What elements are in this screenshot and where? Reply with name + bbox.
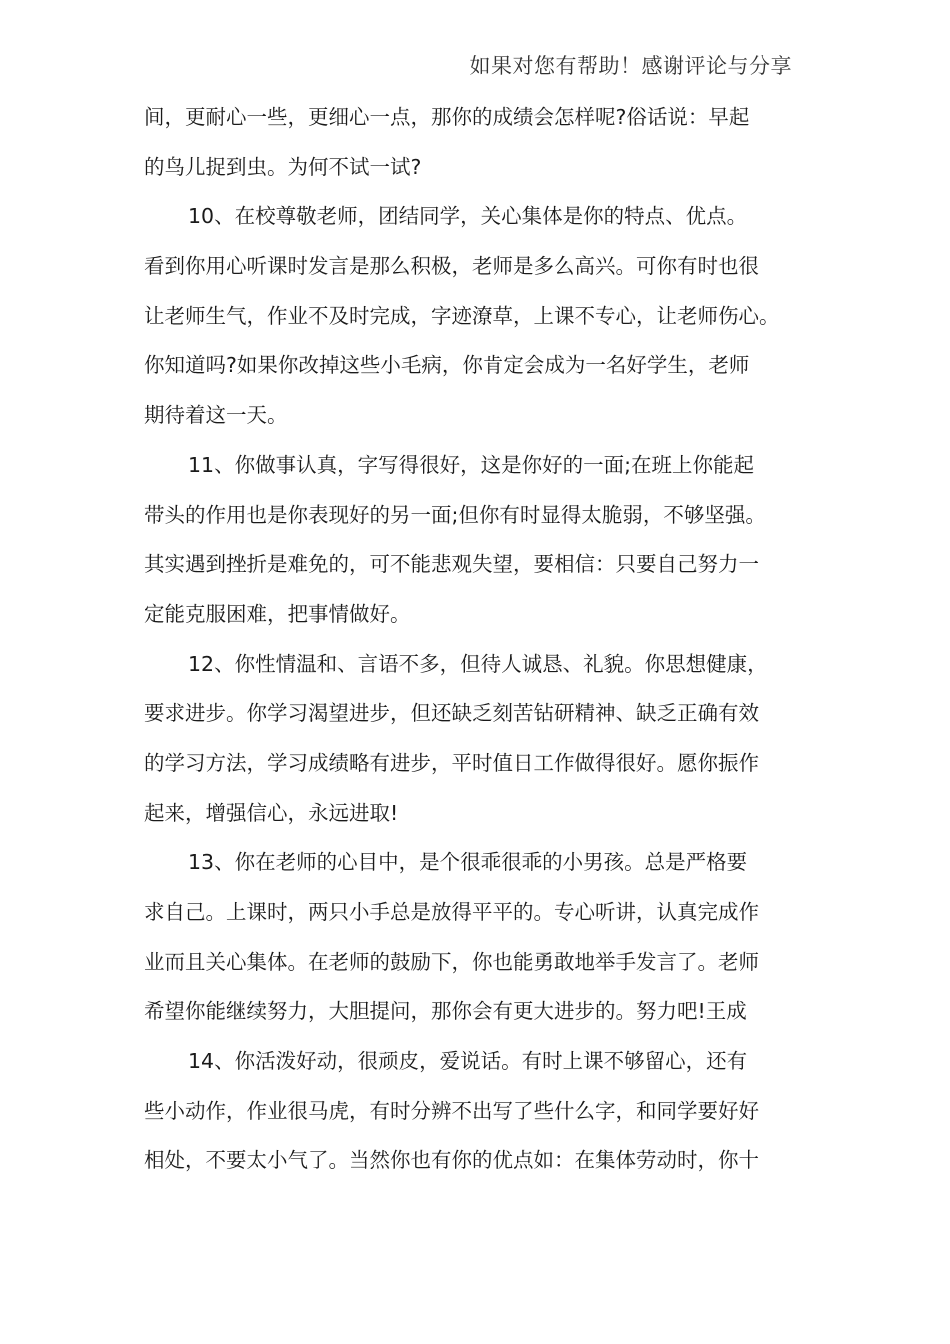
- text-line: 你知道吗?如果你改掉这些小毛病，你肯定会成为一名好学生，老师: [144, 353, 750, 378]
- paragraph-start-14: 14、你活泼好动，很顽皮，爱说话。有时上课不够留心，还有: [188, 1049, 748, 1074]
- text-line: 起来，增强信心，永远进取!: [144, 800, 399, 825]
- paragraph-start-12: 12、你性情温和、言语不多，但待人诚恳、礼貌。你思想健康，: [188, 651, 768, 676]
- header-note: 如果对您有帮助！感谢评论与分享: [469, 54, 792, 78]
- paragraph-start-10: 10、在校尊敬老师，团结同学，关心集体是你的特点、优点。: [188, 204, 748, 229]
- text-line: 其实遇到挫折是难免的，可不能悲观失望，要相信：只要自己努力一: [144, 552, 759, 577]
- text-line: 业而且关心集体。在老师的鼓励下，你也能勇敢地举手发言了。老师: [144, 949, 759, 974]
- text-line: 希望你能继续努力，大胆提问，那你会有更大进步的。努力吧!王成: [144, 999, 747, 1024]
- text-line: 求自己。上课时，两只小手总是放得平平的。专心听讲，认真完成作: [144, 900, 759, 924]
- text-line: 带头的作用也是你表现好的另一面;但你有时显得太脆弱，不够坚强。: [144, 502, 766, 527]
- text-line: 定能克服困难，把事情做好。: [144, 601, 411, 626]
- paragraph-start-11: 11、你做事认真，字写得很好，这是你好的一面;在班上你能起: [188, 452, 754, 477]
- text-line: 间，更耐心一些，更细心一点，那你的成绩会怎样呢?俗话说：早起: [144, 105, 750, 129]
- document-body: [144, 93, 824, 1186]
- text-line: 的学习方法，学习成绩略有进步，平时值日工作做得很好。愿你振作: [144, 750, 759, 775]
- paragraph-start-13: 13、你在老师的心目中，是个很乖很乖的小男孩。总是严格要: [188, 850, 748, 875]
- text-line: 的鸟儿捉到虫。为何不试一试?: [144, 154, 422, 179]
- text-line: 让老师生气，作业不及时完成，字迹潦草，上课不专心，让老师伤心。: [144, 303, 780, 328]
- text-line: 些小动作，作业很马虎，有时分辨不出写了些什么字，和同学要好好: [144, 1098, 759, 1123]
- text-line: 相处，不要太小气了。当然你也有你的优点如：在集体劳动时，你十: [144, 1148, 759, 1173]
- text-line: 要求进步。你学习渴望进步，但还缺乏刻苦钻研精神、缺乏正确有效: [144, 701, 759, 726]
- text-line: 看到你用心听课时发言是那么积极，老师是多么高兴。可你有时也很: [144, 254, 759, 279]
- text-line: 期待着这一天。: [144, 403, 288, 428]
